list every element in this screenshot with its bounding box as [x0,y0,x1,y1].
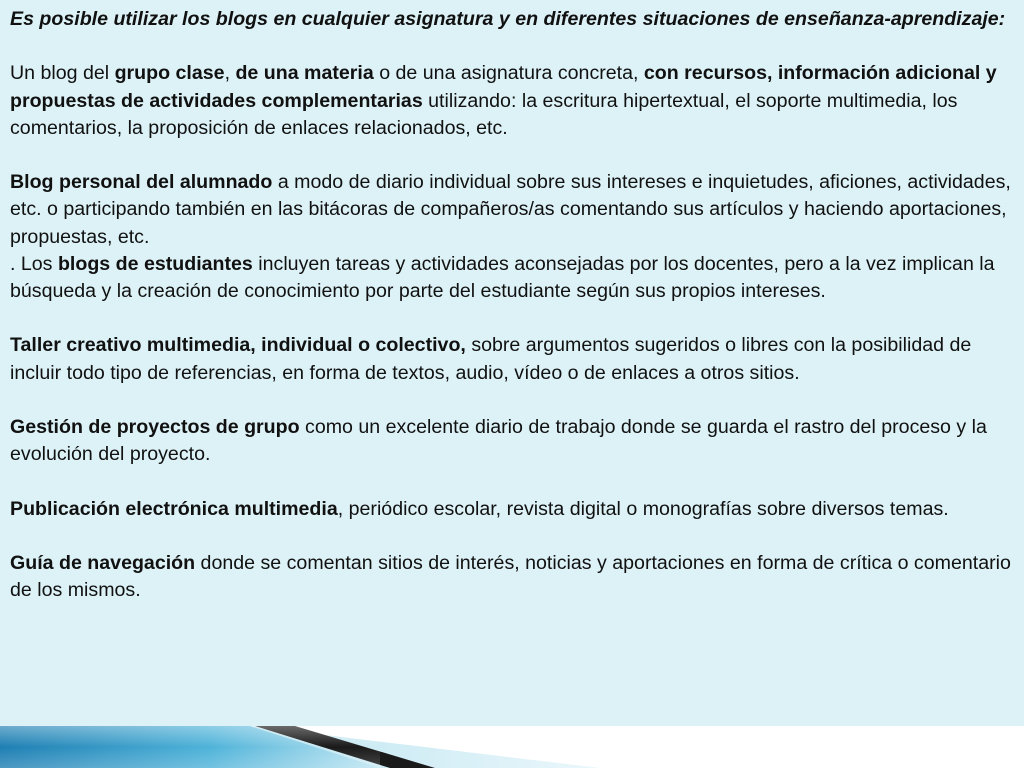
bold-run: Blog personal del alumnado [10,171,273,194]
bold-run: Guía de navegación [10,551,196,574]
bold-run: Publicación electrónica multimedia [10,497,338,520]
paragraph-blogs-estudiantes [10,251,1015,305]
text-run: utilizando: la escritura hipertextual, el soporte multimedia, los comentarios, la proposición de enlaces relacionados, etc. [10,89,958,139]
spacer [10,387,1015,414]
bold-run: Gestión de proyectos de grupo [10,415,300,438]
paragraph-taller-creativo [10,332,1015,386]
text-run: , [224,62,236,85]
spacer [10,468,1015,495]
paragraph-gestion-proyectos [10,414,1015,468]
text-run: o de una asignatura concreta, [373,62,644,85]
footer-sheen [0,726,380,768]
bold-run: blogs de estudiantes [57,252,253,275]
paragraph-guia-navegacion [10,550,1015,604]
spacer [10,33,1015,60]
bold-run: grupo clase [114,62,225,85]
text-run: . Los [10,252,58,275]
text-run: sobre argumentos sugeridos o libres con la posibilidad de incluir todo tipo de referencias, en forma de textos, audio, vídeo o de enlaces a otros sitios. [10,334,972,384]
spacer [10,523,1015,550]
bold-run: con recursos, información adicional y propuestas de actividades complementarias [10,62,997,112]
footer-band-graphic [0,726,1024,768]
intro-heading: Es posible utilizar los blogs en cualquier asignatura y en diferentes situaciones de enseñanza-aprendizaje: [10,8,1006,30]
text-run: incluyen tareas y actividades aconsejadas por los docentes, pero a la vez implican la búsqueda y la creación de conocimiento por parte del estudiante según sus propios intereses. [10,252,995,302]
text-run: como un excelente diario de trabajo donde se guarda el rastro del proceso y la evolución del proyecto. [10,415,987,466]
text-run: donde se comentan sitios de interés, noticias y aportaciones en forma de crítica o comentario de los mismos. [10,551,1011,602]
bold-run: de una materia [235,62,374,85]
spacer [10,142,1015,169]
text-run: Un blog del [10,62,115,85]
spacer [10,305,1015,332]
bold-run: Taller creativo multimedia, individual o colectivo, [10,334,466,357]
text-run: a modo de diario individual sobre sus intereses e inquietudes, aficiones, actividades, etc. o participando también en las bitácoras de compañeros/as comentando sus artículos y haciendo aportaciones, propuestas, etc. [10,171,1011,248]
text-run: , periódico escolar, revista digital o monografías sobre diversos temas. [337,497,949,520]
paragraph-grupo-clase [10,60,1015,142]
paragraph-blog-personal [10,169,1015,251]
footer-decorative-band [0,726,1024,768]
slide-text-body [10,6,1015,604]
paragraph-publicacion-electronica [10,496,1015,523]
